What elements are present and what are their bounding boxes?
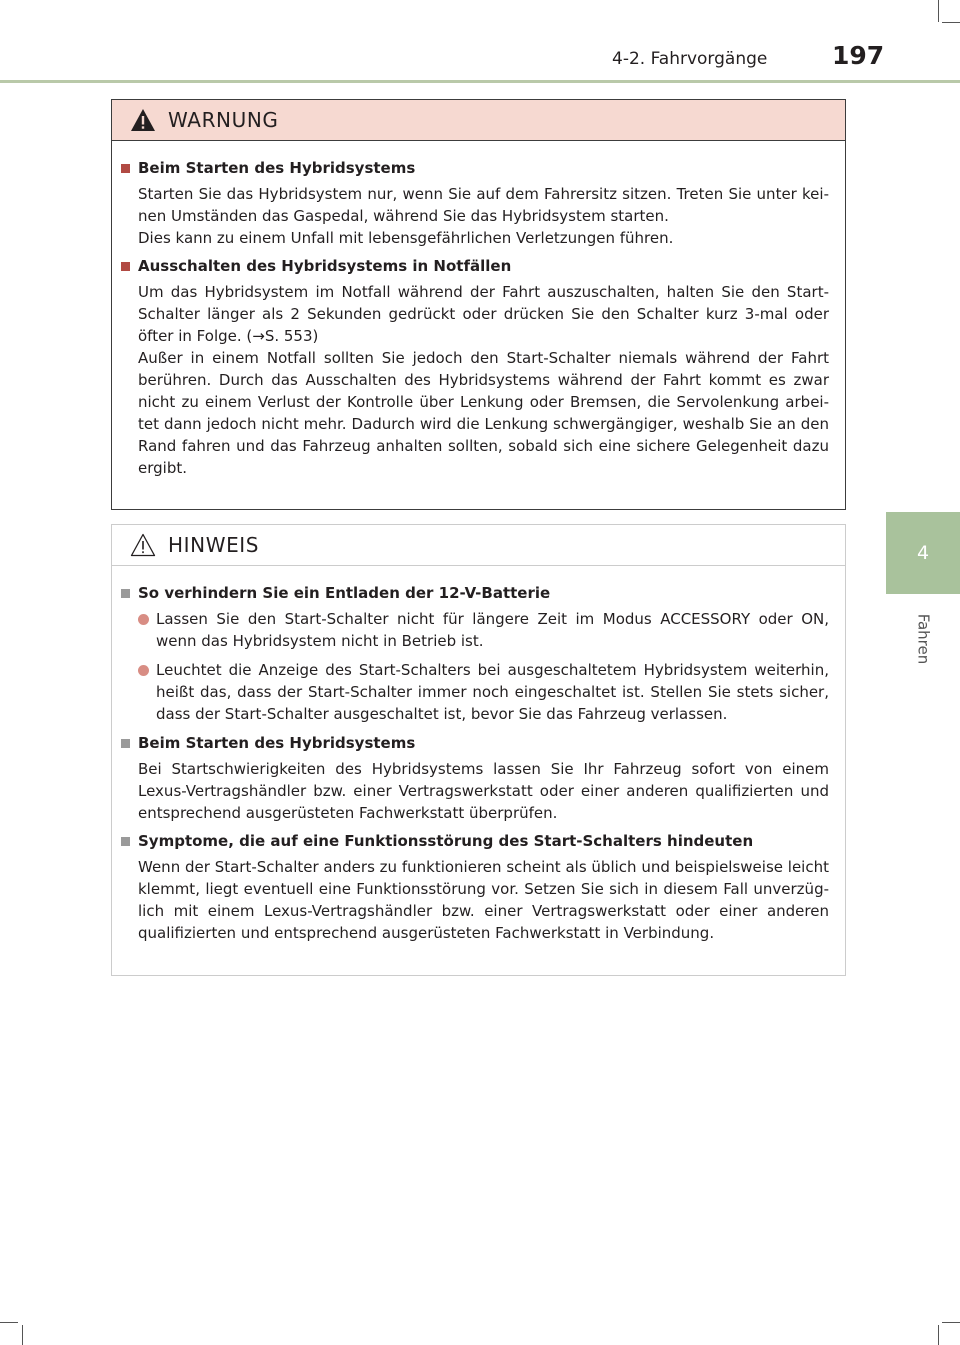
warning-title: WARNUNG: [168, 108, 279, 132]
warning-content: [112, 141, 845, 479]
chapter-number: 4: [916, 542, 930, 564]
square-bullet-icon: [121, 739, 130, 748]
crop-mark: [942, 1322, 960, 1323]
crop-mark: [0, 1322, 18, 1323]
page-number: 197: [832, 41, 885, 70]
chapter-tab: [886, 512, 960, 594]
notice-section-heading: [121, 732, 829, 754]
crop-mark: [938, 1325, 939, 1345]
warning-paragraph: Starten Sie das Hybridsystem nur, wenn Sie auf dem Fahrersitz sitzen. Treten Sie unter kei-nen Umständen das Gaspedal, während Sie das Hybridsystem starten. Dies kann zu einem Unfall mit lebensgefährlichen Verletzungen führen.: [138, 185, 829, 247]
warning-header: [112, 100, 845, 141]
notice-paragraph: Bei Startschwierigkeiten des Hybridsystems lassen Sie Ihr Fahrzeug sofort von einem Lexus-Vertragshändler bzw. einer Vertragswerkstatt oder einer anderen qualifizierten und entsprechend ausgerüsteten Fachwerkstatt überprüfen.: [138, 760, 829, 822]
square-bullet-icon: [121, 589, 130, 598]
notice-section-heading: [121, 830, 829, 852]
notice-title: HINWEIS: [168, 533, 260, 557]
header-rule: [0, 80, 960, 83]
chapter-label: [886, 594, 960, 684]
crop-mark: [22, 1325, 23, 1345]
notice-header: [112, 525, 845, 566]
list-item: [138, 608, 829, 652]
running-header-section: 4-2. Fahrvorgänge: [612, 49, 768, 69]
warning-heading-text: Beim Starten des Hybridsystems: [138, 159, 416, 177]
round-bullet-icon: [138, 665, 149, 676]
square-bullet-icon: [121, 262, 130, 271]
warning-paragraph: Um das Hybridsystem im Notfall während der Fahrt auszuschalten, halten Sie den Start-Schalter länger als 2 Sekunden gedrückt oder drücken Sie den Schalter kurz 3-mal oder öfter in Folge. (→S. 553) Außer in einem Notfall sollten Sie jedoch den Start-Schalter niemals während der Fahrt berühren. Durch das Ausschalten des Hybridsystems während der Fahrt kommt es zwar nicht zu einem Verlust der Kontrolle über Lenkung oder Bremsen, die Servolenkung arbei-tet dann jedoch nicht mehr. Dadurch wird die Lenkung schwergängiger, weshalb Sie an den Rand fahren und das Fahrzeug anhalten sollten, sobald sich eine sichere Gelegenheit dazu ergibt.: [138, 283, 829, 477]
warning-section-heading: [121, 255, 829, 277]
crop-mark: [938, 0, 939, 22]
round-bullet-icon: [138, 614, 149, 625]
notice-heading-text: Symptome, die auf eine Funktionsstörung des Start-Schalters hindeuten: [138, 832, 754, 850]
notice-box: [111, 524, 846, 976]
crop-mark: [942, 22, 960, 23]
square-bullet-icon: [121, 164, 130, 173]
caution-triangle-icon: [130, 533, 156, 557]
notice-paragraph: Wenn der Start-Schalter anders zu funktionieren scheint als üblich und beispielsweise leicht klemmt, liegt eventuell eine Funktionsstörung vor. Setzen Sie sich in diesem Fall unverzüg-lich mit einem Lexus-Vertragshändler bzw. einer Vertragswerkstatt oder einer anderen qualifizierten und entsprechend ausgerüsteten Fachwerkstatt in Verbindung.: [138, 858, 829, 942]
warning-heading-text: Ausschalten des Hybridsystems in Notfällen: [138, 257, 512, 275]
warning-box: [111, 99, 846, 510]
notice-section-heading: [121, 582, 829, 604]
chapter-label-text: Fahren: [914, 613, 932, 665]
warning-triangle-icon: [130, 108, 156, 132]
notice-content: [112, 566, 845, 944]
list-item-text: Leuchtet die Anzeige des Start-Schalters bei ausgeschaltetem Hybridsystem weiterhin, heißt das, dass der Start-Schalter immer noch eingeschaltet ist. Stellen Sie stets sicher, dass der Start-Schalter ausgeschaltet ist, bevor Sie das Fahrzeug verlassen.: [156, 661, 829, 723]
notice-heading-text: So verhindern Sie ein Entladen der 12-V-Batterie: [138, 584, 551, 602]
list-item-text: Lassen Sie den Start-Schalter nicht für längere Zeit im Modus ACCESSORY oder ON, wenn das Hybridsystem nicht in Betrieb ist.: [156, 610, 829, 650]
square-bullet-icon: [121, 837, 130, 846]
warning-section-heading: [121, 157, 829, 179]
list-item: [138, 659, 829, 725]
notice-heading-text: Beim Starten des Hybridsystems: [138, 734, 416, 752]
